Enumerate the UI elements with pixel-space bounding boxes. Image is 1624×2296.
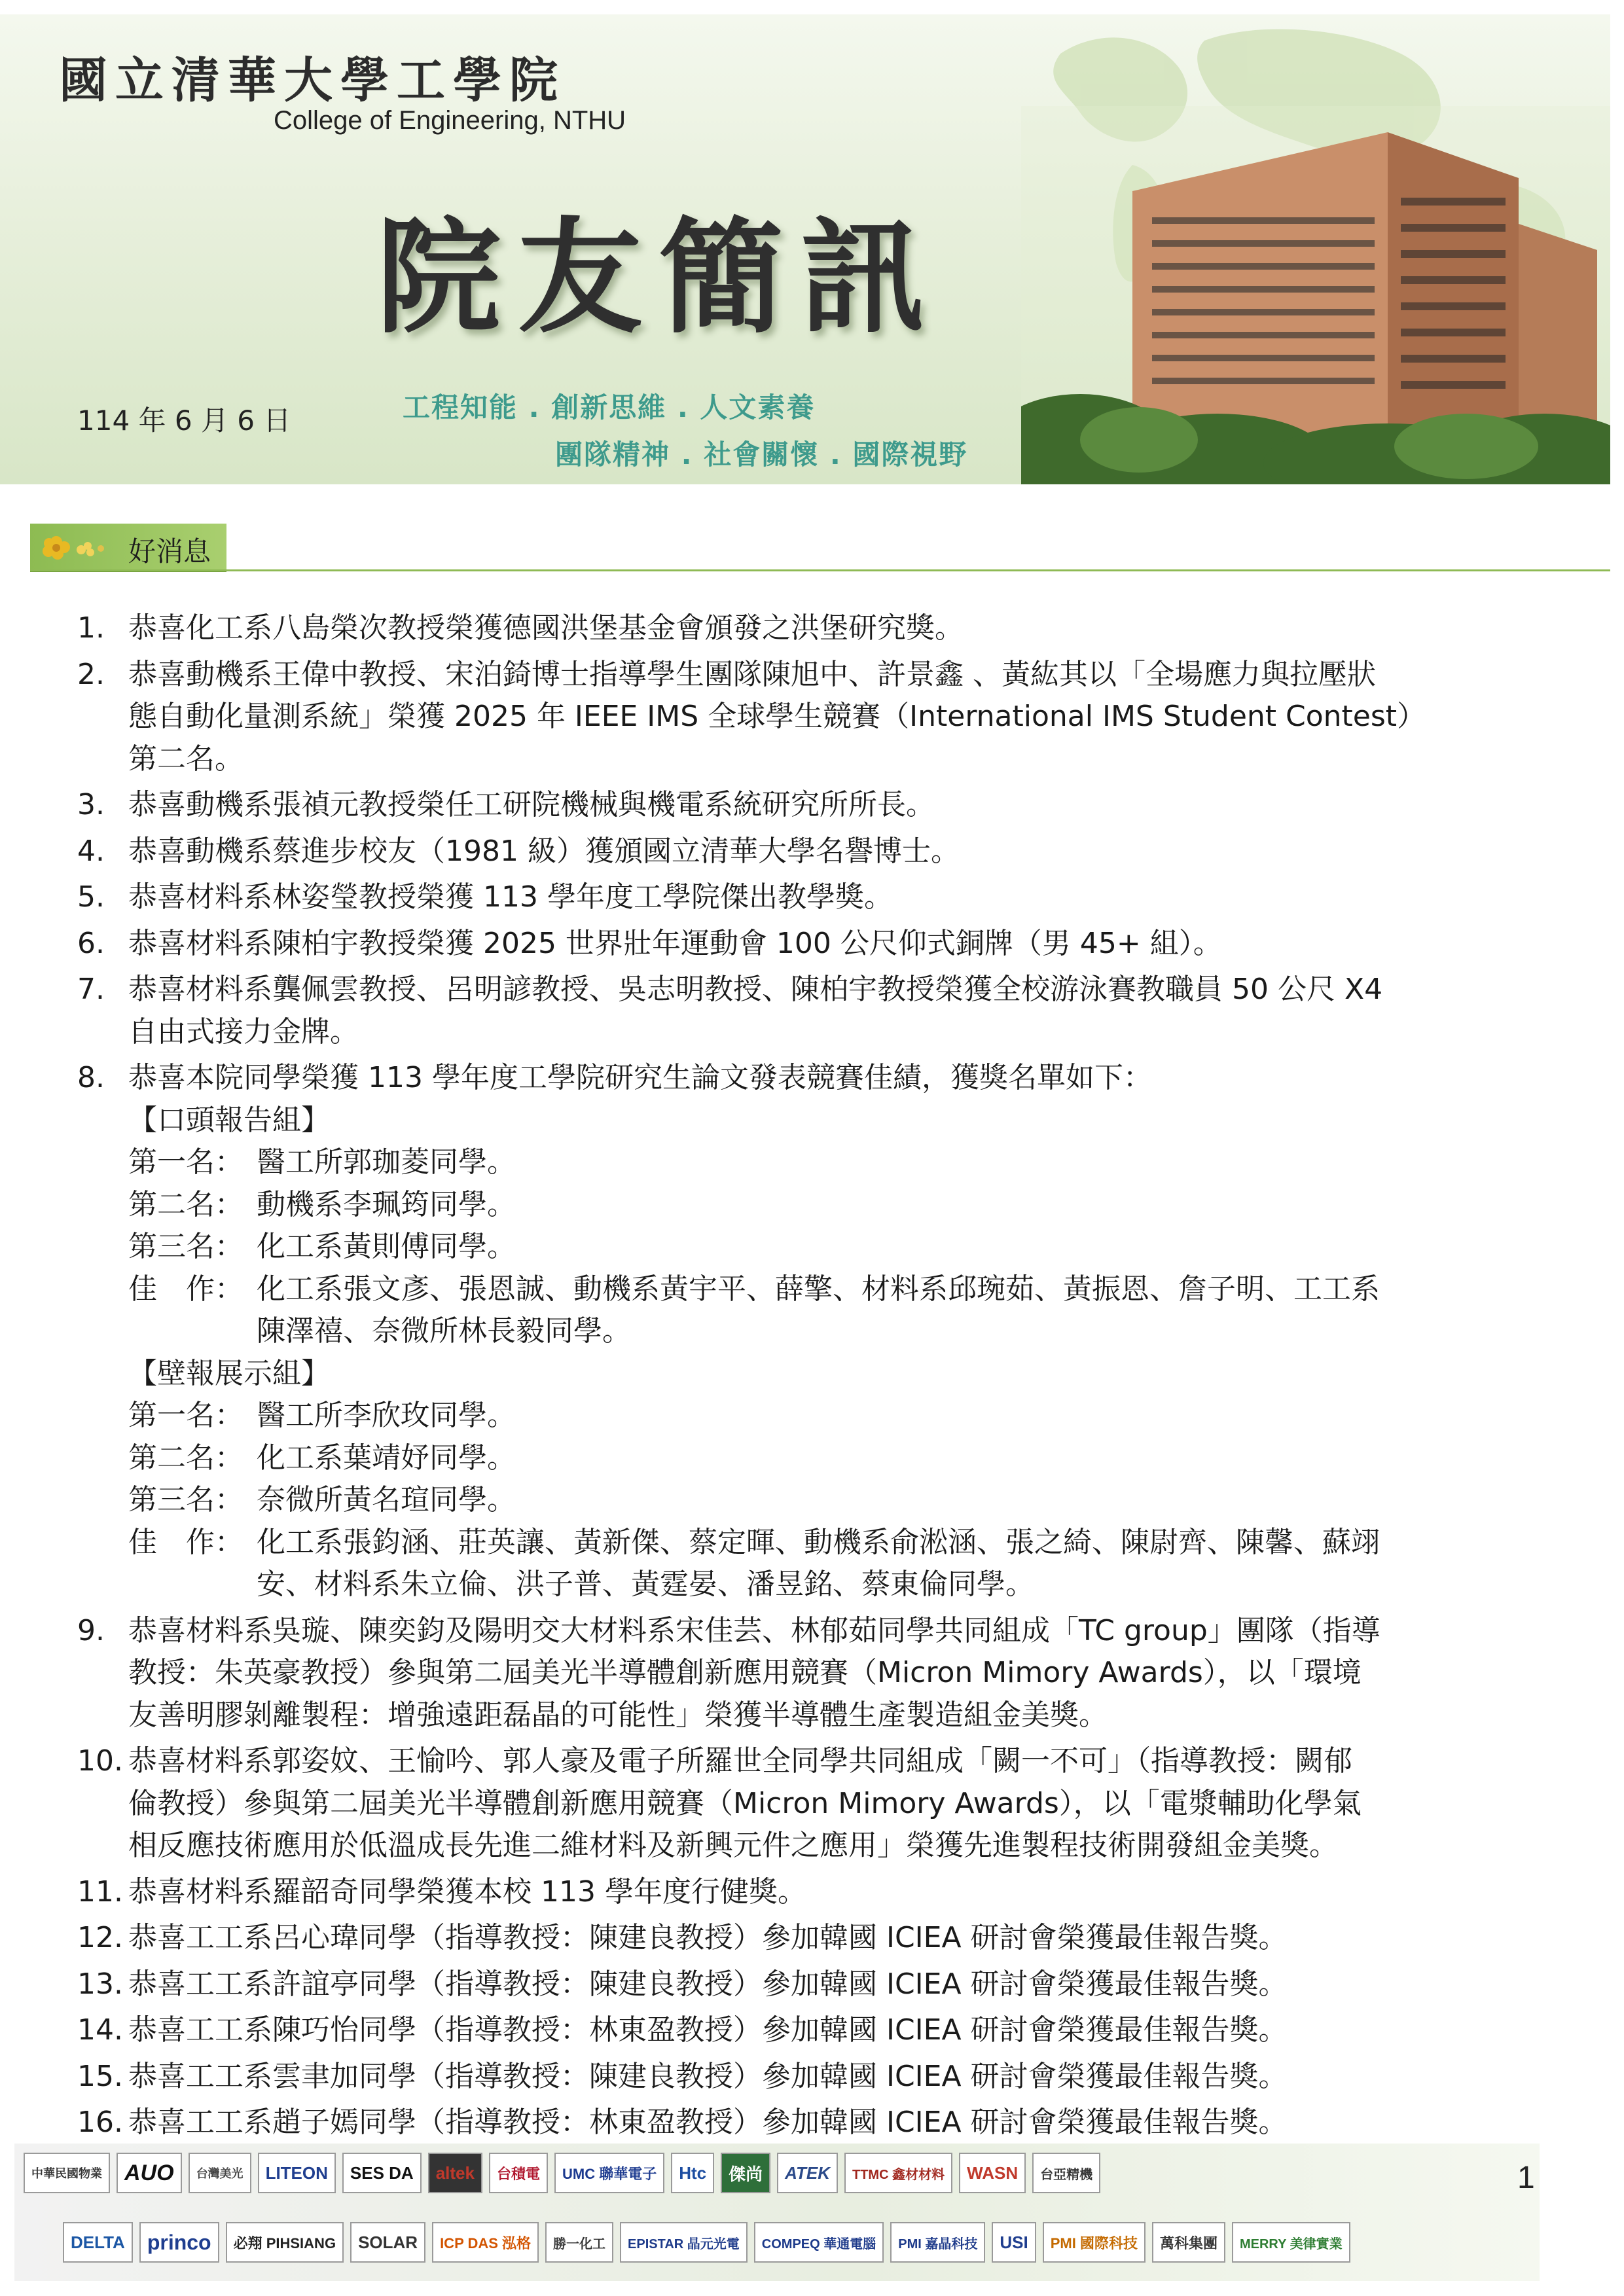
news-text: 恭喜材料系陳柏宇教授榮獲 2025 世界壯年運動會 100 公尺仰式銅牌（男 45+ 組）。 <box>128 926 1222 960</box>
news-text-line: 倫教授）參與第二屆美光半導體創新應用競賽（Micron Mimory Awards），以「電漿輔助化學氣 <box>128 1786 1362 1820</box>
news-number: 8. <box>77 1061 105 1094</box>
news-text: 恭喜動機系張禎元教授榮任工研院機械與機電系統研究所所長。 <box>128 788 935 821</box>
award-row <box>128 1522 1550 1606</box>
section-title: 好消息 <box>128 535 211 567</box>
award-winners: 化工系葉靖妤同學。 <box>257 1441 516 1475</box>
news-number: 11. <box>77 1874 123 1909</box>
award-winners: 化工系張鈞涵、莊英讓、黃新傑、蔡定暉、動機系俞淞涵、張之綺、陳尉齊、陳馨、蘇翊 <box>257 1525 1380 1559</box>
news-number: 13. <box>77 1967 123 2001</box>
news-text: 恭喜工工系陳巧怡同學（指導教授：林東盈教授）參加韓國 ICIEA 研討會榮獲最佳報告獎。 <box>128 2013 1288 2047</box>
award-winners: 安、材料系朱立倫、洪子普、黃霆晏、潘昱銘、蔡東倫同學。 <box>257 1568 1034 1601</box>
sponsor-logo: LITEON <box>258 2153 336 2193</box>
sponsor-logo: 中華民國物業 <box>24 2153 110 2193</box>
sponsor-logo: PMI 嘉晶科技 <box>890 2222 985 2263</box>
sponsor-logo: 傑尚 <box>721 2153 770 2193</box>
news-number: 3. <box>77 788 105 821</box>
news-item-10 <box>77 1740 1550 1867</box>
sponsor-logo: TTMC 鑫材材料 <box>844 2153 952 2193</box>
award-group-heading: 【口頭報告組】 <box>128 1103 330 1137</box>
college-name-chinese: 國立清華大學工學院 <box>59 52 566 109</box>
news-item-13 <box>77 1964 1550 2006</box>
sponsor-logo: ICP DAS 泓格 <box>432 2222 539 2263</box>
news-number: 6. <box>77 926 105 960</box>
award-row <box>128 1479 1550 1522</box>
news-text: 恭喜材料系羅韶奇同學榮獲本校 113 學年度行健獎。 <box>128 1874 806 1909</box>
building-photo <box>1021 106 1610 484</box>
issue-date: 114 年 6 月 6 日 <box>77 404 291 437</box>
sponsor-logo: princo <box>139 2222 219 2263</box>
award-winners: 陳澤禧、奈微所林長毅同學。 <box>257 1314 631 1348</box>
news-item-1 <box>77 607 1550 650</box>
news-text: 恭喜材料系林姿瑩教授榮獲 113 學年度工學院傑出教學獎。 <box>128 880 893 914</box>
news-text-line: 恭喜材料系吳璇、陳奕鈞及陽明交大材料系宋佳芸、林郁茹同學共同組成「TC group」團隊（指導 <box>128 1613 1380 1647</box>
award-row <box>128 1437 1550 1480</box>
sponsor-logo: Htc <box>671 2153 714 2193</box>
award-label: 第二名： <box>128 1441 244 1475</box>
award-label: 佳 作： <box>128 1272 244 1306</box>
motto-line-2: 團隊精神 . 社會關懷 . 國際視野 <box>555 439 968 471</box>
news-item-8 <box>77 1057 1550 1606</box>
award-label: 第一名： <box>128 1399 244 1432</box>
award-label: 第三名： <box>128 1230 244 1263</box>
header-banner <box>0 14 1610 484</box>
sponsor-logo: MERRY 美律實業 <box>1232 2222 1350 2263</box>
section-header <box>30 524 226 572</box>
news-item-2 <box>77 654 1550 781</box>
news-item-15 <box>77 2056 1550 2098</box>
section-divider <box>30 569 1610 571</box>
news-item-7 <box>77 969 1550 1053</box>
news-text-line: 自由式接力金牌。 <box>128 1014 359 1049</box>
news-text-line: 教授：朱英豪教授）參與第二屆美光半導體創新應用競賽（Micron Mimory Awards），以「環境 <box>128 1656 1362 1689</box>
news-text-line: 友善明膠剝離製程：增強遠距磊晶的可能性」榮獲半導體生產製造組金美獎。 <box>128 1698 1108 1732</box>
sponsor-logo: SES DA <box>342 2153 422 2193</box>
award-row <box>128 1184 1550 1227</box>
sponsor-footer <box>14 2144 1540 2281</box>
flower-icon <box>38 530 110 565</box>
news-item-6 <box>77 923 1550 965</box>
award-winners: 化工系張文彥、張恩誠、動機系黃宇平、薛擎、材料系邱琬茹、黃振恩、詹子明、工工系 <box>257 1272 1380 1306</box>
news-text-line: 第二名。 <box>128 742 244 776</box>
news-text-line: 恭喜材料系郭姿妏、王愉吟、郭人豪及電子所羅世全同學共同組成「闕一不可」（指導教授：闕郁 <box>128 1744 1352 1778</box>
news-number: 10. <box>77 1744 123 1778</box>
sponsor-logo: EPISTAR 晶元光電 <box>620 2222 748 2263</box>
sponsor-logo: 台積電 <box>489 2153 548 2193</box>
award-group-heading: 【壁報展示組】 <box>128 1356 330 1390</box>
news-text: 恭喜工工系雲聿加同學（指導教授：陳建良教授）參加韓國 ICIEA 研討會榮獲最佳報告獎。 <box>128 2059 1288 2093</box>
news-text: 恭喜工工系呂心瑋同學（指導教授：陳建良教授）參加韓國 ICIEA 研討會榮獲最佳報告獎。 <box>128 1921 1288 1954</box>
news-text-line: 相反應技術應用於低溫成長先進二維材料及新興元件之應用」榮獲先進製程技術開發組金美獎。 <box>128 1829 1338 1862</box>
award-row <box>128 1395 1550 1437</box>
award-row <box>128 1141 1550 1184</box>
sponsor-logo: 萬科集團 <box>1152 2222 1225 2263</box>
sponsor-row-2 <box>63 2222 1350 2263</box>
sponsor-logo: ATEK <box>777 2153 838 2193</box>
award-winners: 醫工所李欣玫同學。 <box>257 1399 516 1432</box>
sponsor-logo: PMI 國際科技 <box>1043 2222 1146 2263</box>
news-list <box>77 607 1550 2148</box>
sponsor-logo: 勝一化工 <box>545 2222 613 2263</box>
news-number: 12. <box>77 1921 123 1954</box>
sponsor-logo: 台灣美光 <box>189 2153 251 2193</box>
news-item-5 <box>77 876 1550 919</box>
news-text-line: 恭喜材料系龔佩雲教授、呂明諺教授、吳志明教授、陳柏宇教授榮獲全校游泳賽教職員 50 公尺 X4 <box>128 973 1383 1006</box>
sponsor-logo: WASN <box>959 2153 1026 2193</box>
news-text: 恭喜本院同學榮獲 113 學年度工學院研究生論文發表競賽佳績，獲獎名單如下： <box>128 1061 1152 1094</box>
award-label: 第一名： <box>128 1145 244 1179</box>
news-text-line: 態自動化量測系統」榮獲 2025 年 IEEE IMS 全球學生競賽（International IMS Student Contest） <box>128 700 1426 733</box>
news-number: 16. <box>77 2106 123 2139</box>
newsletter-title: 院友簡訊 <box>376 204 943 350</box>
sponsor-logo: DELTA <box>63 2222 133 2263</box>
sponsor-logo: altek <box>428 2153 482 2193</box>
award-label: 第三名： <box>128 1483 244 1516</box>
news-number: 5. <box>77 880 105 914</box>
news-text: 恭喜工工系許誼亭同學（指導教授：陳建良教授）參加韓國 ICIEA 研討會榮獲最佳報告獎。 <box>128 1967 1288 2001</box>
sponsor-logo: SOLAR <box>350 2222 425 2263</box>
award-row <box>128 1226 1550 1268</box>
news-item-3 <box>77 784 1550 827</box>
news-number: 15. <box>77 2059 123 2093</box>
sponsor-row-1 <box>24 2153 1100 2193</box>
news-item-12 <box>77 1917 1550 1960</box>
news-number: 1. <box>77 611 105 645</box>
sponsor-logo: COMPEQ 華通電腦 <box>754 2222 884 2263</box>
news-text: 恭喜動機系蔡進步校友（1981 級）獲頒國立清華大學名譽博士。 <box>128 834 960 868</box>
sponsor-logo: UMC 聯華電子 <box>554 2153 664 2193</box>
award-winners: 化工系黃則傅同學。 <box>257 1230 516 1263</box>
sponsor-logo: 台亞精機 <box>1032 2153 1100 2193</box>
news-number: 4. <box>77 834 105 868</box>
award-row <box>128 1268 1550 1353</box>
sponsor-logo: USI <box>992 2222 1036 2263</box>
award-label: 佳 作： <box>128 1525 244 1559</box>
award-winners: 奈微所黃名瑄同學。 <box>257 1483 516 1516</box>
sponsor-logo: 必翔 PIHSIANG <box>226 2222 344 2263</box>
award-winners: 動機系李珮筠同學。 <box>257 1187 516 1221</box>
news-item-9 <box>77 1610 1550 1737</box>
news-item-11 <box>77 1871 1550 1914</box>
news-item-4 <box>77 831 1550 873</box>
news-text: 恭喜工工系趙子嫣同學（指導教授：林東盈教授）參加韓國 ICIEA 研討會榮獲最佳報告獎。 <box>128 2106 1288 2139</box>
news-number: 9. <box>77 1613 105 1647</box>
news-item-16 <box>77 2102 1550 2144</box>
college-name-english: College of Engineering, NTHU <box>274 106 626 135</box>
news-number: 14. <box>77 2013 123 2047</box>
news-number: 7. <box>77 973 105 1006</box>
award-label: 第二名： <box>128 1187 244 1221</box>
news-number: 2. <box>77 657 105 691</box>
sponsor-logo: AUO <box>117 2153 182 2193</box>
news-text-line: 恭喜動機系王偉中教授、宋泊錡博士指導學生團隊陳旭中、許景鑫 、黃紘其以「全場應力與拉壓狀 <box>128 657 1376 691</box>
news-item-14 <box>77 2009 1550 2052</box>
page-number: 1 <box>1517 2161 1535 2195</box>
news-text: 恭喜化工系八島榮次教授榮獲德國洪堡基金會頒發之洪堡研究獎。 <box>128 611 964 645</box>
motto-line-1: 工程知能 . 創新思維 . 人文素養 <box>403 391 816 423</box>
award-winners: 醫工所郭珈菱同學。 <box>257 1145 516 1179</box>
